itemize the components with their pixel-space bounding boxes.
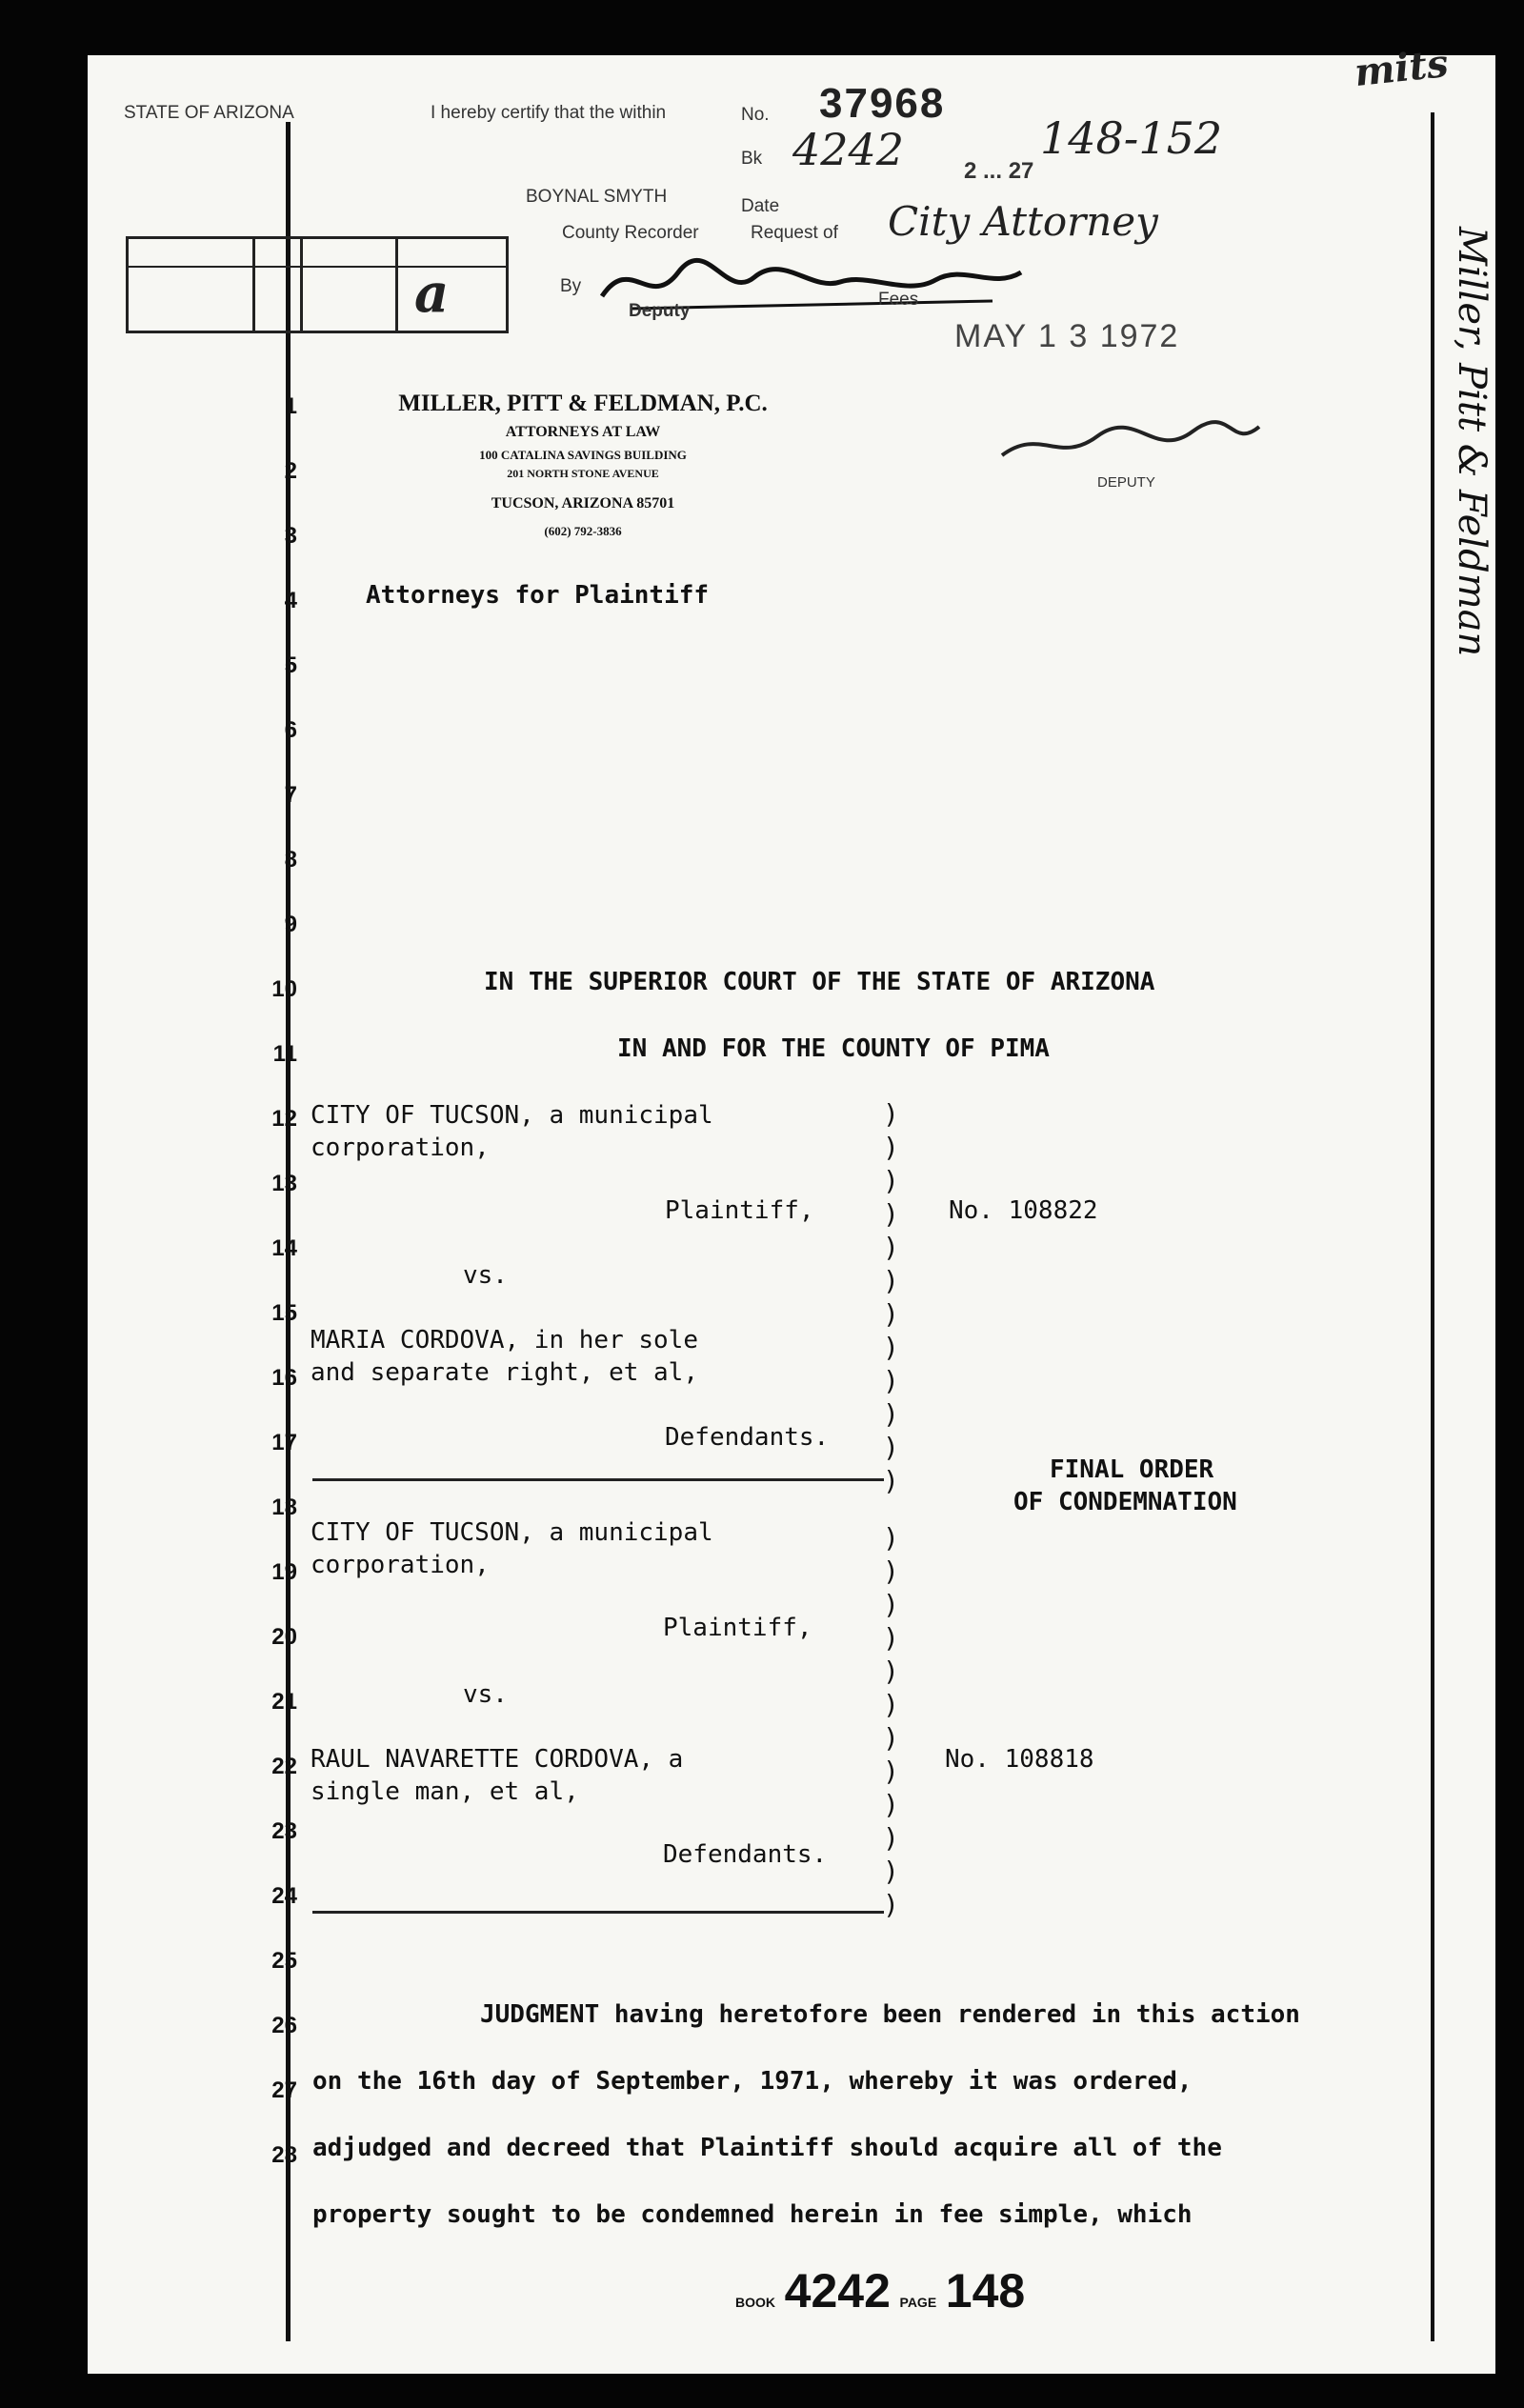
attorneys-for: Attorneys for Plaintiff — [366, 581, 710, 610]
body-line-27: adjudged and decreed that Plaintiff should acquire all of the — [312, 2134, 1222, 2162]
by-label: By — [560, 276, 582, 296]
body-line-26: on the 16th day of September, 1971, whereby it was ordered, — [312, 2067, 1193, 2096]
fee-table — [126, 236, 509, 333]
request-label: Request of — [751, 223, 838, 243]
case1-plaintiff-line-2: corporation, — [311, 1134, 490, 1162]
firm-line-3: 201 NORTH STONE AVENUE — [507, 467, 659, 480]
case2-vs: vs. — [463, 1680, 508, 1709]
caption-paren: ) — [883, 1722, 899, 1754]
caption-paren: ) — [883, 1098, 899, 1130]
caption-paren: ) — [883, 1555, 899, 1587]
line-number: 26 — [271, 2013, 297, 2038]
line-number: 25 — [271, 1948, 297, 1974]
caption-paren: ) — [883, 1265, 899, 1296]
filed-stamp-deputy: DEPUTY — [1097, 474, 1155, 491]
caption-paren: ) — [883, 1332, 899, 1363]
caption-divider-1 — [312, 1478, 884, 1481]
filed-stamp-signature — [983, 408, 1269, 484]
court-title-line-1: IN THE SUPERIOR COURT OF THE STATE OF ARIZONA — [484, 968, 1155, 996]
caption-paren: ) — [883, 1132, 899, 1163]
caption-paren: ) — [883, 1522, 899, 1554]
book-page-footer — [735, 2263, 1025, 2318]
line-number: 6 — [284, 717, 297, 743]
filed-stamp: MAY 1 3 1972 — [954, 318, 1180, 354]
line-number: 28 — [271, 2142, 297, 2168]
line-number: 20 — [271, 1624, 297, 1650]
fees-label: Fees — [878, 290, 919, 310]
left-margin-rule — [286, 122, 291, 2341]
line-number: 27 — [271, 2077, 297, 2103]
right-margin-rule — [1431, 112, 1434, 2341]
caption-paren: ) — [883, 1689, 899, 1720]
line-number: 22 — [271, 1754, 297, 1779]
firm-phone: (602) 792-3836 — [544, 524, 622, 538]
caption-paren: ) — [883, 1856, 899, 1887]
county-recorder-label: County Recorder — [562, 223, 699, 243]
line-number: 12 — [271, 1106, 297, 1132]
case1-plaintiff-role: Plaintiff, — [665, 1196, 814, 1225]
case1-defendant-line-1: MARIA CORDOVA, in her sole — [311, 1326, 698, 1354]
judgment-word: JUDGMENT — [480, 2000, 600, 2029]
line-number: 2 — [284, 458, 297, 484]
line-number: 18 — [271, 1495, 297, 1520]
case2-defendant-line-1: RAUL NAVARETTE CORDOVA, a — [311, 1745, 684, 1774]
date-label: Date — [741, 196, 780, 216]
line-number: 13 — [271, 1171, 297, 1196]
firm-name: MILLER, PITT & FELDMAN, P.C. — [398, 391, 768, 416]
deputy-label: Deputy — [629, 301, 691, 321]
caption-paren: ) — [883, 1432, 899, 1463]
caption-paren: ) — [883, 1656, 899, 1687]
caption-paren: ) — [883, 1198, 899, 1230]
caption-divider-2 — [312, 1911, 884, 1914]
fee-table-col — [252, 239, 255, 331]
line-number: 8 — [284, 847, 297, 873]
no-label: No. — [741, 105, 770, 125]
case2-defendant-line-2: single man, et al, — [311, 1777, 579, 1806]
fee-table-row-line — [129, 266, 506, 268]
case1-number: No. 108822 — [949, 1196, 1098, 1225]
bk-label: Bk — [741, 149, 763, 169]
firm-line-4: TUCSON, ARIZONA 85701 — [491, 495, 675, 512]
line-number: 7 — [284, 782, 297, 808]
case2-plaintiff-line-1: CITY OF TUCSON, a municipal — [311, 1518, 713, 1547]
case1-defendant-role: Defendants. — [665, 1423, 830, 1452]
caption-paren: ) — [883, 1398, 899, 1430]
line-number: 19 — [271, 1559, 297, 1585]
case2-number: No. 108818 — [945, 1745, 1094, 1774]
case1-vs: vs. — [463, 1261, 508, 1290]
document-page — [88, 40, 1495, 2374]
court-title-line-2: IN AND FOR THE COUNTY OF PIMA — [617, 1034, 1050, 1063]
line-number: 23 — [271, 1818, 297, 1844]
firm-line-2: 100 CATALINA SAVINGS BUILDING — [479, 448, 687, 462]
case2-plaintiff-line-2: corporation, — [311, 1551, 490, 1579]
line-number: 21 — [271, 1689, 297, 1715]
line-number: 15 — [271, 1300, 297, 1326]
corner-note: mits — [1352, 40, 1451, 96]
caption-paren: ) — [883, 1889, 899, 1920]
recorder-name: BOYNAL SMYTH — [526, 187, 668, 207]
caption-paren: ) — [883, 1298, 899, 1330]
line-number: 1 — [284, 393, 297, 419]
line-number: 5 — [284, 652, 297, 678]
body-line-28: property sought to be condemned herein in fee simple, which — [312, 2200, 1193, 2229]
body-line-25-rest: having heretofore been rendered in this action — [599, 2000, 1300, 2029]
document-title-line-2: OF CONDEMNATION — [1013, 1488, 1237, 1516]
certify-text: I hereby certify that the within — [431, 103, 667, 123]
book-number: 4242 — [784, 2264, 891, 2318]
line-number: 16 — [271, 1365, 297, 1391]
margin-signature: Miller, Pitt & Feldman — [1450, 227, 1494, 657]
caption-paren: ) — [883, 1756, 899, 1787]
page-number: 148 — [945, 2264, 1026, 2318]
line-number: 9 — [284, 912, 297, 937]
book-label: BOOK — [735, 2295, 775, 2310]
fee-table-col — [300, 239, 303, 331]
document-title-line-1: FINAL ORDER — [1050, 1455, 1214, 1484]
line-number: 14 — [271, 1235, 297, 1261]
state-label: STATE OF ARIZONA — [124, 103, 294, 123]
case2-defendant-role: Defendants. — [663, 1840, 828, 1869]
line-number: 3 — [284, 523, 297, 549]
line-number: 24 — [271, 1883, 297, 1909]
caption-paren: ) — [883, 1789, 899, 1820]
case1-defendant-line-2: and separate right, et al, — [311, 1358, 698, 1387]
line-number: 10 — [271, 976, 297, 1002]
caption-paren: ) — [883, 1622, 899, 1654]
firm-line-1: ATTORNEYS AT LAW — [505, 424, 661, 440]
page-label: PAGE — [899, 2295, 937, 2310]
page-handwritten: 148-152 — [1040, 112, 1223, 164]
body-line-25 — [480, 2000, 1300, 2029]
book-handwritten: 4242 — [792, 124, 905, 175]
line-number: 17 — [271, 1430, 297, 1455]
caption-paren: ) — [883, 1589, 899, 1620]
document-number: 37968 — [819, 80, 946, 127]
fee-table-initial: a — [414, 262, 450, 325]
caption-paren: ) — [883, 1365, 899, 1396]
line-number: 4 — [284, 588, 297, 613]
fee-table-col — [395, 239, 398, 331]
caption-paren: ) — [883, 1232, 899, 1263]
caption-paren: ) — [883, 1822, 899, 1854]
caption-paren: ) — [883, 1165, 899, 1196]
date-line: 2 ... 27 — [964, 158, 1034, 184]
caption-paren: ) — [883, 1465, 899, 1496]
line-number: 11 — [272, 1041, 297, 1067]
request-handwritten: City Attorney — [888, 198, 1158, 245]
case2-plaintiff-role: Plaintiff, — [663, 1614, 812, 1642]
case1-plaintiff-line-1: CITY OF TUCSON, a municipal — [311, 1101, 713, 1130]
